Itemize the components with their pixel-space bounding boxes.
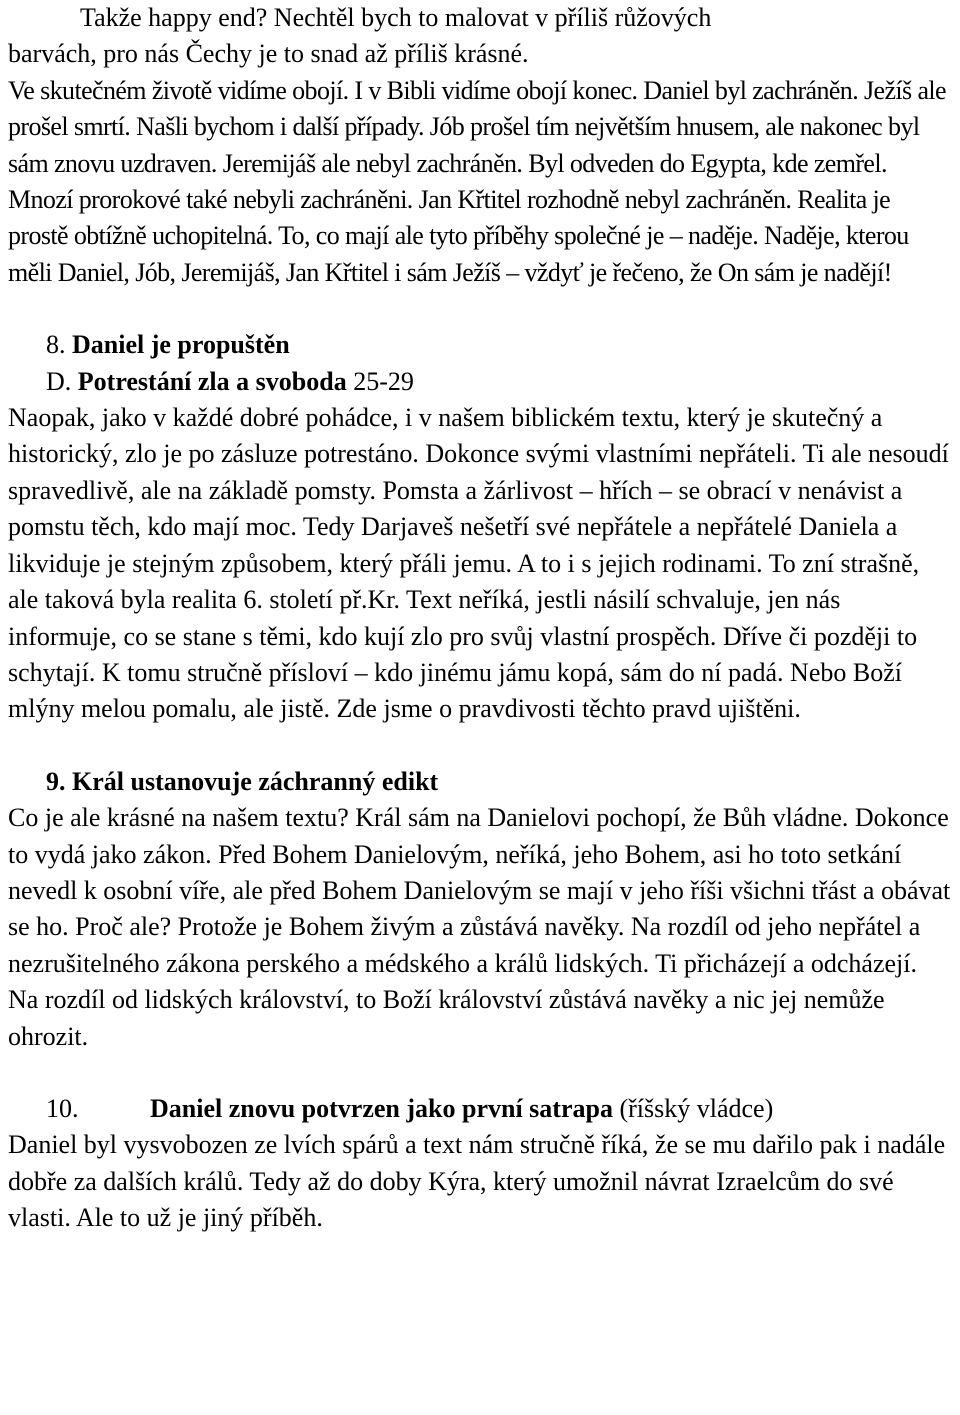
- section-10-heading: [8, 1091, 952, 1127]
- section-D-verses: 25-29: [353, 366, 414, 396]
- section-9-number: 9.: [46, 766, 66, 796]
- intro-line: Takže happy end? Nechtěl bych to malovat v příliš růžových: [80, 3, 712, 32]
- section-9-heading: [8, 764, 952, 800]
- final-paragraph: Daniel byl vysvobozen ze lvích spárů a text nám stručně říká, že se mu dařilo pak i nadále dobře za dalších králů. Tedy až do doby Kýra, který umožnil návrat Izraelcům do své vlasti. Ale to už je jiný příběh.: [8, 1130, 946, 1233]
- section-D-heading: [8, 364, 952, 400]
- intro-paragraph: [8, 0, 952, 73]
- section-10-title: Daniel znovu potvrzen jako první satrapa: [150, 1093, 613, 1123]
- section-D-title: Potrestání zla a svoboda: [77, 366, 347, 396]
- punishment-paragraph: Naopak, jako v každé dobré pohádce, i v našem biblickém textu, který je skutečný a historický, zlo je po zásluze potrestáno. Dokonce svými vlastními nepřáteli. Ti ale nesoudí spravedlivě, ale na základě pomsty. Pomsta a žárlivost – hřích – se obrací v nenávist a pomstu těch, kdo mají moc. Tedy Darjaveš nešetří své nepřátele a nepřátelé Daniela a likviduje je stejným způsobem, který přáli jemu. A to i s jejich rodinami. To zní strašně, ale taková byla realita 6. století př.Kr. Text neříká, jestli násilí schvaluje, jen nás informuje, co se stane s těmi, kdo kují zlo pro svůj vlastní prospěch. Dříve či později to schytají. K tomu stručně přísloví – kdo jinému jámu kopá, sám do ní padá. Nebo Boží mlýny melou pomalu, ale jistě. Zde jsme o pravdivosti těchto pravd ujištěni.: [8, 403, 949, 724]
- section-10-note: (říšský vládce): [619, 1093, 774, 1123]
- section-9-title: Král ustanovuje záchranný edikt: [72, 766, 439, 796]
- section-8-heading: [8, 327, 952, 363]
- reality-paragraph: Ve skutečném životě vidíme obojí. I v Bibli vidíme obojí konec. Daniel byl zachráněn. Ježíš ale prošel smrtí. Našli bychom i další případy. Jób prošel tím největším hnusem, ale nakonec byl sám znovu uzdraven. Jeremijáš ale nebyl zachráněn. Byl odveden do Egypta, kde zemřel. Mnozí prorokové také nebyli zachráněni. Jan Křtitel rozhodně nebyl zachráněn. Realita je prostě obtížně uchopitelná. To, co mají ale tyto příběhy společné je – naděje. Naděje, kterou měli Daniel, Jób, Jeremijáš, Jan Křtitel i sám Ježíš – vždyť je řečeno, že On sám je nadějí!: [8, 75, 946, 287]
- intro-rest: barvách, pro nás Čechy je to snad až příliš krásné.: [8, 39, 529, 69]
- section-8-number: 8.: [46, 330, 66, 360]
- section-8-title: Daniel je propuštěn: [72, 330, 290, 360]
- edict-paragraph: Co je ale krásné na našem textu? Král sám na Danielovi pochopí, že Bůh vládne. Dokonce to vydá jako zákon. Před Bohem Danielovým, neříká, jeho Bohem, asi ho toto setkání nevedl k osobní víře, ale před Bohem Danielovým se mají v jeho říši všichni třást a obávat se ho. Proč ale? Protože je Bohem živým a zůstává navěky. Na rozdíl od jeho nepřátel a nezrušitelného zákona perského a médského a králů lidských. Ti přicházejí a odcházejí. Na rozdíl od lidských království, to Boží království zůstává navěky a nic jej nemůže ohrozit.: [8, 803, 951, 1051]
- section-10-number: 10.: [46, 1093, 79, 1123]
- section-D-letter: D.: [46, 366, 72, 396]
